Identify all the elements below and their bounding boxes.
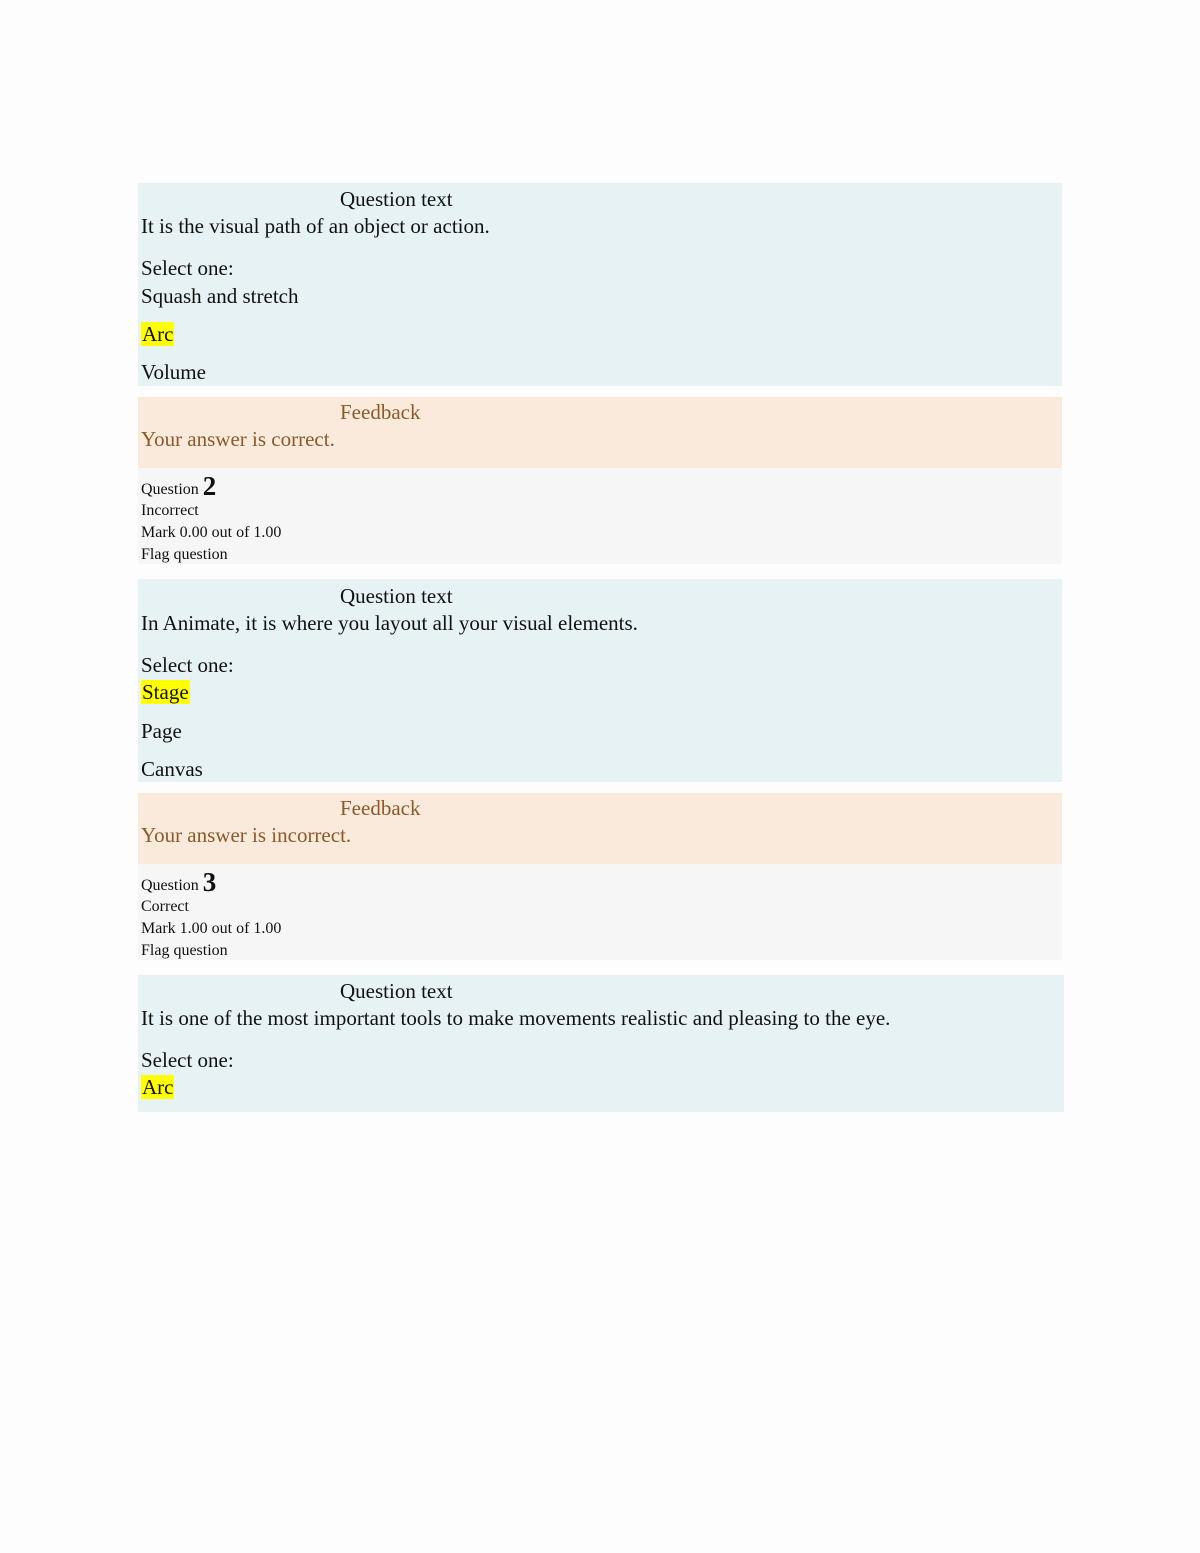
feedback-2 <box>138 793 1062 864</box>
question-label: Question <box>141 481 199 498</box>
answer-option-selected[interactable] <box>141 321 174 347</box>
highlighted-answer: Arc <box>142 322 174 346</box>
question-text-heading: Question text <box>340 584 453 608</box>
question-text: It is one of the most important tools to make movements realistic and pleasing to the eye. <box>141 1006 891 1030</box>
question-text: It is the visual path of an object or action. <box>141 214 490 238</box>
feedback-text: Your answer is incorrect. <box>141 823 352 847</box>
select-one-prompt: Select one: <box>141 653 234 677</box>
highlighted-answer: Stage <box>142 680 189 704</box>
question-mark: Mark 1.00 out of 1.00 <box>141 920 282 937</box>
question-text-heading: Question text <box>340 979 453 1003</box>
question-label: Question <box>141 877 199 894</box>
flag-question-link[interactable]: Flag question <box>141 942 228 959</box>
question-status: Correct <box>141 898 189 915</box>
answer-option[interactable]: Canvas <box>141 757 203 781</box>
question-text-heading: Question text <box>340 187 453 211</box>
feedback-heading: Feedback <box>340 796 421 820</box>
answer-option[interactable]: Page <box>141 719 182 743</box>
feedback-1 <box>138 397 1062 468</box>
question-status: Incorrect <box>141 502 199 519</box>
question-number <box>141 471 217 501</box>
select-one-prompt: Select one: <box>141 256 234 280</box>
answer-option-selected[interactable] <box>141 679 190 705</box>
answer-option[interactable]: Squash and stretch <box>141 284 299 308</box>
question-number-value: 3 <box>202 867 217 897</box>
feedback-text: Your answer is correct. <box>141 427 335 451</box>
question-2-info <box>138 468 1062 564</box>
question-3-info <box>138 864 1062 960</box>
answer-option[interactable]: Volume <box>141 360 206 384</box>
answer-option-selected[interactable] <box>141 1074 174 1100</box>
question-2-content <box>138 579 1062 782</box>
question-3-content <box>138 975 1064 1112</box>
question-mark: Mark 0.00 out of 1.00 <box>141 524 282 541</box>
select-one-prompt: Select one: <box>141 1048 234 1072</box>
question-number-value: 2 <box>202 471 217 501</box>
flag-question-link[interactable]: Flag question <box>141 546 228 563</box>
highlighted-answer: Arc <box>142 1075 174 1099</box>
feedback-heading: Feedback <box>340 400 421 424</box>
question-1-content <box>138 183 1062 386</box>
question-number <box>141 867 217 897</box>
question-text: In Animate, it is where you layout all your visual elements. <box>141 611 638 635</box>
